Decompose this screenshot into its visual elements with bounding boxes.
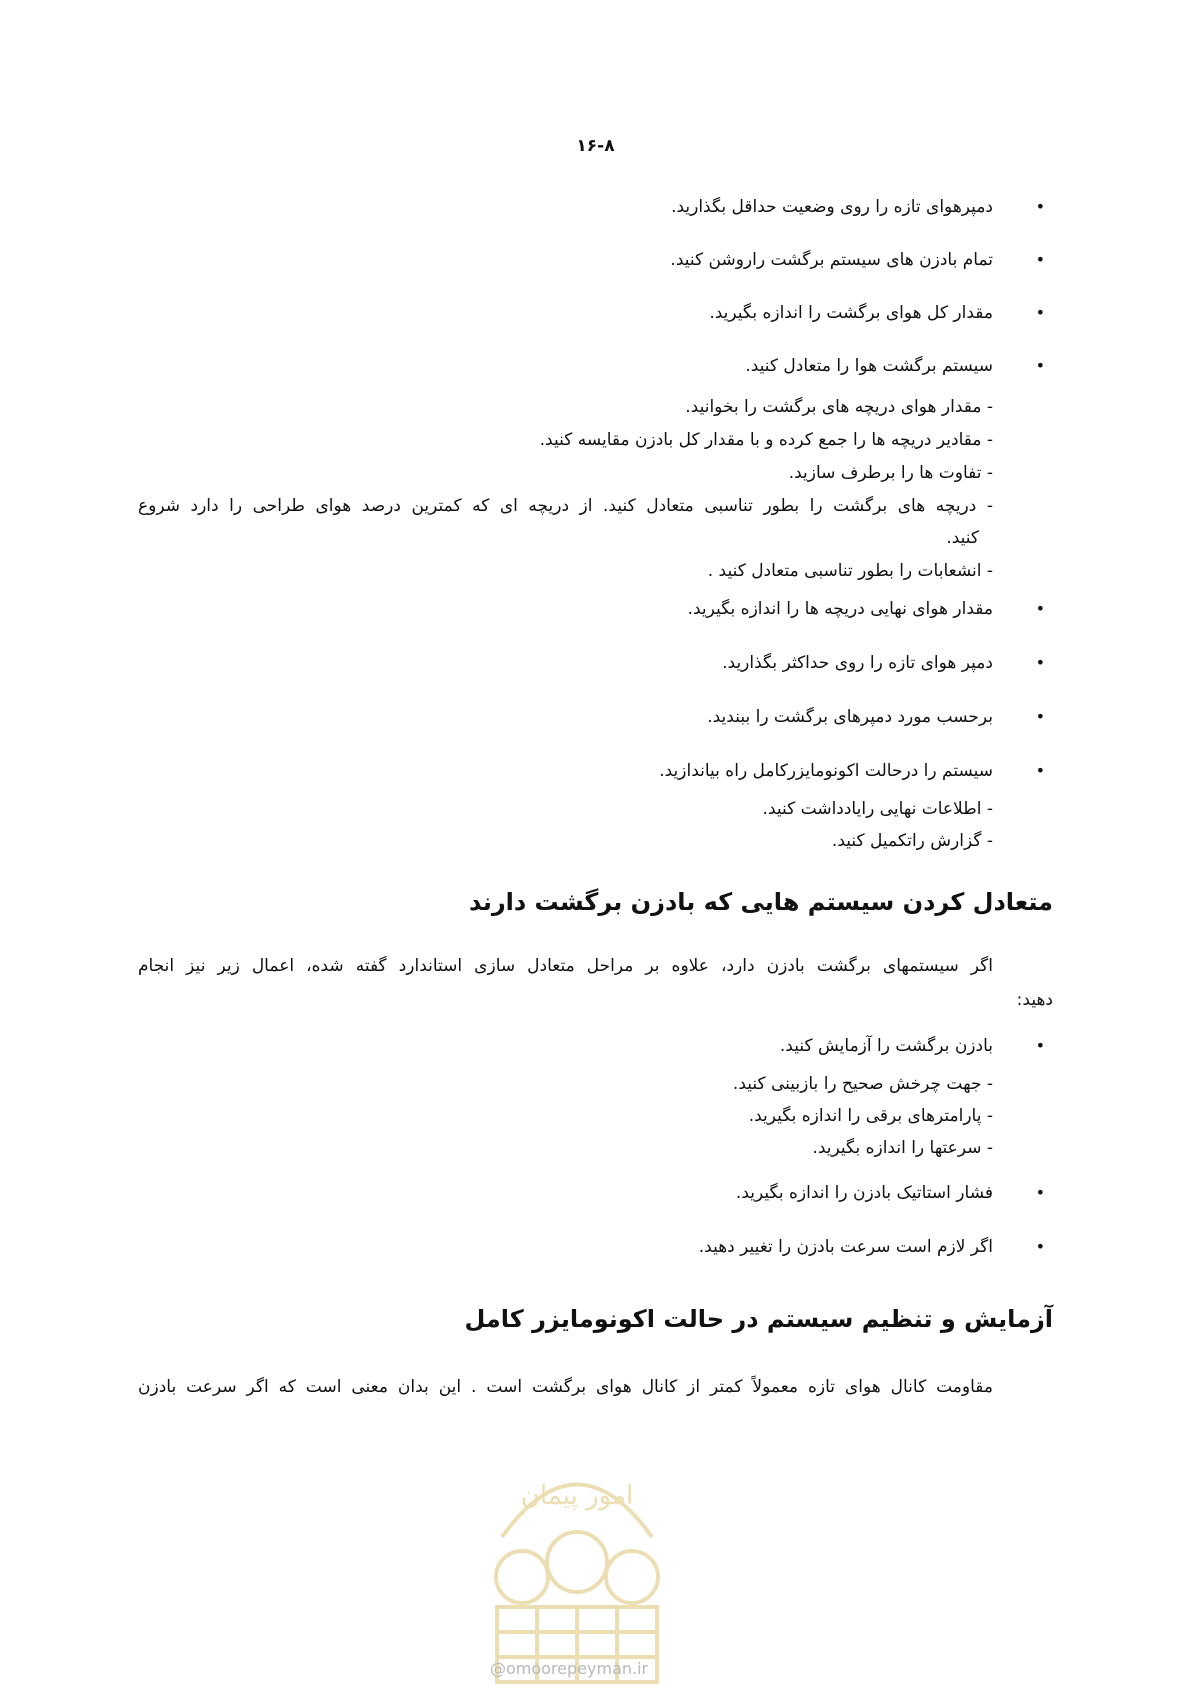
sub-list-item: - اطلاعات نهایی رایادداشت کنید.	[762, 799, 993, 819]
sub-list-item: - مقادیر دریچه ها را جمع کرده و با مقدار کل بادزن مقایسه کنید.	[539, 430, 993, 450]
list-item: • مقدار هوای نهایی دریچه ها را اندازه بگیرید.	[688, 599, 993, 619]
list-item: • برحسب مورد دمپرهای برگشت را ببندید.	[707, 707, 993, 727]
paragraph-line: مقاومت کانال هوای تازه معمولاً کمتر از کانال هوای برگشت است . این بدان معنی است که اگر سرعت بادزن	[138, 1377, 993, 1397]
list-item: • سیستم را درحالت اکونومایزرکامل راه بیاندازید.	[659, 761, 993, 781]
watermark-text: امور پیمان	[520, 1481, 634, 1511]
list-item: • تمام بادزن های سیستم برگشت راروشن کنید.	[670, 250, 993, 270]
sub-list-item: - انشعابات را بطور تناسبی متعادل کنید .	[707, 561, 993, 581]
section-heading: متعادل کردن سیستم هایی که بادزن برگشت دارند	[468, 888, 1053, 916]
sub-list-item-continuation: کنید.	[946, 528, 979, 548]
page-number: ۱۶-۸	[576, 136, 615, 156]
list-item: • فشار استاتیک بادزن را اندازه بگیرید.	[736, 1183, 993, 1203]
sub-list-item: - دریچه های برگشت را بطور تناسبی متعادل کنید. از دریچه ای که کمترین درصد هوای طراحی را دارد شروع	[138, 496, 993, 516]
sub-list-item: - پارامترهای برقی را اندازه بگیرید.	[748, 1106, 993, 1126]
section-heading: آزمایش و تنظیم سیستم در حالت اکونومایزر کامل	[464, 1305, 1053, 1333]
paragraph-line: اگر سیستمهای برگشت بادزن دارد، علاوه بر مراحل متعادل سازی استاندارد گفته شده، اعمال زیر نیز انجام	[138, 956, 993, 976]
list-item: • اگر لازم است سرعت بادزن را تغییر دهید.	[699, 1237, 993, 1257]
paragraph-line: دهید:	[1016, 990, 1053, 1010]
list-item: • دمپرهوای تازه را روی وضعیت حداقل بگذارید.	[671, 197, 993, 217]
sub-list-item: - مقدار هوای دریچه های برگشت را بخوانید.	[685, 397, 993, 417]
list-item: • سیستم برگشت هوا را متعادل کنید.	[745, 356, 993, 376]
sub-list-item: - جهت چرخش صحیح را بازبینی کنید.	[732, 1074, 993, 1094]
list-item: • مقدار کل هوای برگشت را اندازه بگیرید.	[709, 303, 993, 323]
list-item: • بادزن برگشت را آزمایش کنید.	[780, 1036, 993, 1056]
sub-list-item: - تفاوت ها را برطرف سازید.	[788, 463, 993, 483]
footer-url: @omoorepeyman.ir	[490, 1659, 649, 1678]
list-item: • دمپر هوای تازه را روی حداکثر بگذارید.	[722, 653, 993, 673]
sub-list-item: - گزارش راتکمیل کنید.	[831, 831, 993, 851]
watermark-logo	[462, 1442, 692, 1692]
sub-list-item: - سرعتها را اندازه بگیرید.	[812, 1138, 993, 1158]
